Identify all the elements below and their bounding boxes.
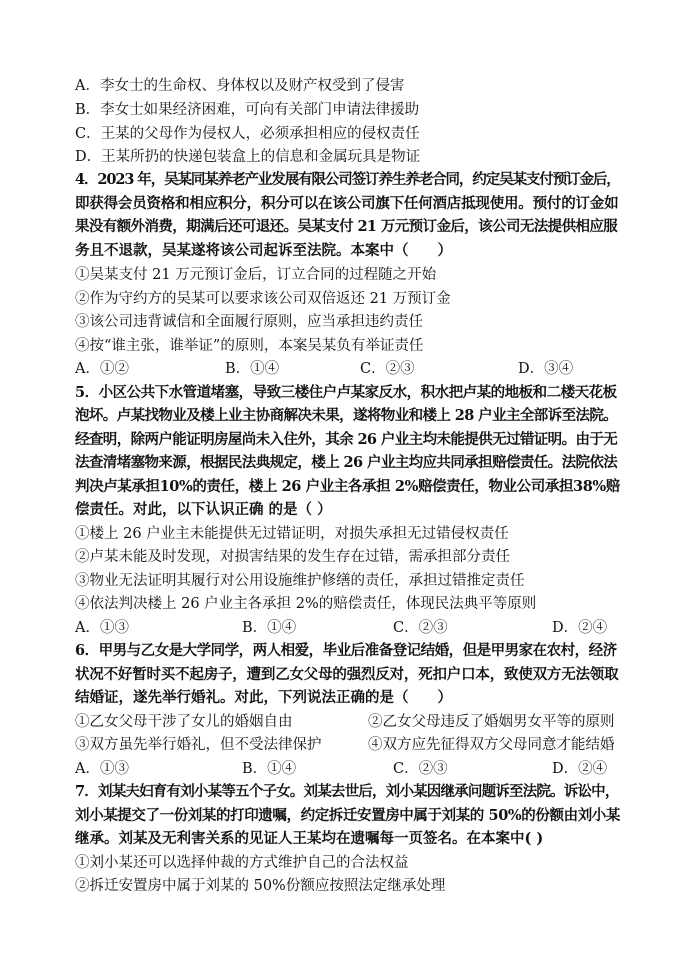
q4-stem-line: 务且不退款，吴某遂将该公司起诉至法院。本案中（ ） bbox=[75, 242, 452, 259]
q6-items-row bbox=[75, 734, 620, 756]
q4-stem-line: 即获得会员资格和相应积分，积分可以在该公司旗下任何酒店抵现使用。预付的订金如 bbox=[75, 195, 619, 212]
q4-choice-a: A．①② bbox=[75, 361, 129, 377]
q7-item-2: ②拆迁安置房中属于刘某的 50%份额应按照法定继承处理 bbox=[75, 878, 446, 894]
q4-choices bbox=[75, 358, 620, 380]
q6-choice-b: B．①④ bbox=[242, 761, 297, 777]
q6-items-row bbox=[75, 711, 620, 733]
q6-stem-line: 结婚证，遂先举行婚礼。对此，下列说法正确的是（ ） bbox=[75, 689, 452, 706]
q5-choice-a: A．①③ bbox=[75, 620, 129, 636]
q4-choice-b: B．①④ bbox=[225, 361, 280, 377]
q4-item-2: ②作为守约方的吴某可以要求该公司双倍返还 21 万预订金 bbox=[75, 291, 451, 307]
q6-item-4: ④双方应先征得双方父母同意才能结婚 bbox=[368, 737, 615, 753]
q6-item-1: ①乙女父母干涉了女儿的婚姻自由 bbox=[75, 714, 293, 730]
q5-choice-c: C．②③ bbox=[393, 620, 448, 636]
q5-stem-line: 偿责任。对此，以下认识正确 的是（ ） bbox=[75, 501, 332, 518]
q4-item-4: ④按“谁主张，谁举证”的原则，本案吴某负有举证责任 bbox=[75, 338, 424, 354]
q4-choice-c: C．②③ bbox=[360, 361, 415, 377]
q4-stem-line: 4．2023 年，吴某同某养老产业发展有限公司签订养生养老合同，约定吴某支付预订金后， bbox=[75, 171, 620, 188]
q4-stem-line: 果没有额外消费，期满后还可退还。吴某支付 21 万元预订金后，该公司无法提供相应服 bbox=[75, 218, 618, 235]
q5-item-3: ③物业无法证明其履行对公用设施维护修缮的责任，承担过错推定责任 bbox=[75, 573, 525, 589]
q6-choices bbox=[75, 758, 620, 780]
q4-choice-d: D．③④ bbox=[518, 361, 574, 377]
q7-stem-line: 继承。刘某及无利害关系的见证人王某均在遗嘱每一页签名。在本案中( ) bbox=[75, 830, 544, 847]
q5-stem-line: 法查清堵塞物来源，根据民法典规定，楼上 26 户业主均应共同承担赔偿责任。法院依法 bbox=[75, 454, 618, 471]
q5-choice-b: B．①④ bbox=[242, 620, 297, 636]
q3-option-b: B．李女士如果经济困难，可向有关部门申请法律援助 bbox=[75, 102, 420, 118]
q6-stem-line: 状况不好暂时买不起房子，遭到乙女父母的强烈反对，死扣户口本，致使双方无法领取 bbox=[75, 666, 619, 683]
q4-item-1: ①吴某支付 21 万元预订金后，订立合同的过程随之开始 bbox=[75, 267, 437, 283]
q6-stem-line: 6．甲男与乙女是大学同学，两人相爱，毕业后准备登记结婚，但是甲男家在农村，经济 bbox=[75, 642, 617, 659]
q5-stem-line: 泡坏。卢某找物业及楼上业主协商解决未果，遂将物业和楼上 28 户业主全部诉至法院。 bbox=[75, 407, 618, 424]
q5-choices bbox=[75, 617, 620, 639]
q5-item-2: ②卢某未能及时发现，对损害结果的发生存在过错，需承担部分责任 bbox=[75, 549, 510, 565]
q7-stem-line: 7．刘某夫妇育有刘小某等五个子女。刘某去世后，刘小某因继承问题诉至法院。诉讼中， bbox=[75, 783, 619, 800]
q3-option-a: A．李女士的生命权、身体权以及财产权受到了侵害 bbox=[75, 78, 405, 94]
q4-item-3: ③该公司违背诚信和全面履行原则，应当承担违约责任 bbox=[75, 314, 423, 330]
q5-choice-d: D．②④ bbox=[552, 620, 608, 636]
q6-choice-a: A．①③ bbox=[75, 761, 129, 777]
q5-stem-line: 判决卢某承担10%的责任，楼上 26 户业主各承担 2%赔偿责任，物业公司承担38%赔 bbox=[75, 478, 620, 495]
q6-item-3: ③双方虽先举行婚礼，但不受法律保护 bbox=[75, 737, 322, 753]
q5-stem-line: 5．小区公共下水管道堵塞，导致三楼住户卢某家反水，积水把卢某的地板和二楼天花板 bbox=[75, 384, 617, 401]
q7-stem-line: 刘小某提交了一份刘某的打印遗嘱，约定拆迁安置房中属于刘某的 50%的份额由刘小某 bbox=[75, 807, 620, 824]
q6-choice-c: C．②③ bbox=[393, 761, 448, 777]
q6-choice-d: D．②④ bbox=[552, 761, 608, 777]
q3-option-d: D．王某所扔的快递包装盒上的信息和金属玩具是物证 bbox=[75, 149, 421, 165]
q5-item-4: ④依法判决楼上 26 户业主各承担 2%的赔偿责任，体现民法典平等原则 bbox=[75, 596, 537, 612]
q3-option-c: C．王某的父母作为侵权人，必须承担相应的侵权责任 bbox=[75, 126, 420, 142]
q5-stem-line: 经查明，除两户能证明房屋尚未入住外，其余 26 户业主均未能提供无过错证明。由于无 bbox=[75, 431, 618, 448]
q5-item-1: ①楼上 26 户业主未能提供无过错证明，对损失承担无过错侵权责任 bbox=[75, 526, 509, 542]
q7-item-1: ①刘小某还可以选择仲裁的方式维护自己的合法权益 bbox=[75, 855, 409, 871]
q6-item-2: ②乙女父母违反了婚姻男女平等的原则 bbox=[368, 714, 615, 730]
